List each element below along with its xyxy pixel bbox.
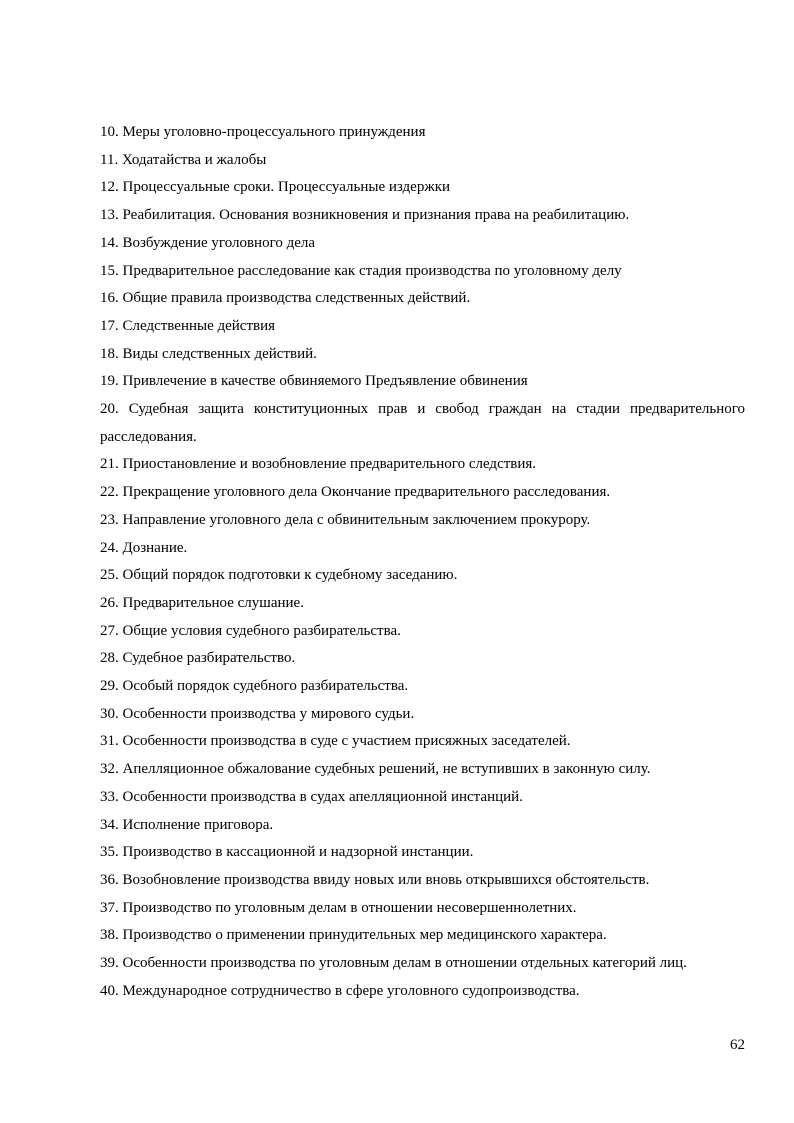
item-text: Судебное разбирательство.	[122, 650, 296, 667]
list-item	[100, 950, 745, 978]
item-number: 20.	[100, 401, 119, 418]
item-text: Меры уголовно-процессуального принуждения	[122, 124, 426, 140]
item-number: 38.	[100, 927, 119, 944]
item-text: Особый порядок судебного разбирательства.	[122, 678, 409, 695]
list-item	[100, 258, 745, 286]
page-number: 62	[730, 1037, 745, 1053]
item-number: 28.	[100, 650, 119, 667]
item-number: 13.	[100, 207, 119, 224]
item-text: Возобновление производства ввиду новых или вновь открывшихся обстоятельств.	[122, 871, 650, 888]
list-item	[100, 645, 745, 673]
list-item	[100, 313, 745, 341]
list-item	[100, 867, 745, 895]
item-text: Особенности производства по уголовным делам в отношении отдельных категорий лиц.	[122, 955, 687, 972]
list-item	[100, 701, 745, 729]
item-text: Ходатайства и жалобы	[121, 151, 267, 168]
list-item	[100, 812, 745, 840]
item-text: Виды следственных действий.	[122, 345, 317, 362]
item-text: Дознание.	[122, 539, 188, 556]
list-item	[100, 978, 745, 1006]
item-text: Судебная защита конституционных прав и свобод граждан на стадии предварительного расследования.	[100, 401, 745, 445]
item-number: 14.	[100, 234, 119, 251]
item-text: Реабилитация. Основания возникновения и признания права на реабилитацию.	[122, 207, 630, 224]
item-text: Особенности производства в судах апелляционной инстанций.	[122, 788, 523, 805]
list-item	[100, 119, 745, 147]
list-item	[100, 368, 745, 396]
item-text: Производство о применении принудительных мер медицинского характера.	[122, 927, 607, 944]
item-text: Производство в кассационной и надзорной инстанции.	[122, 844, 474, 861]
list-item	[100, 341, 745, 369]
list-item	[100, 507, 745, 535]
item-text: Предварительное слушание.	[122, 594, 304, 611]
item-number: 12.	[100, 179, 119, 196]
item-number: 35.	[100, 844, 119, 861]
topic-list	[100, 119, 745, 1006]
item-number: 27.	[100, 622, 119, 639]
list-item	[100, 756, 745, 784]
item-number: 30.	[100, 705, 119, 722]
list-item	[100, 479, 745, 507]
item-text: Возбуждение уголовного дела	[122, 234, 316, 251]
list-item	[100, 562, 745, 590]
item-number: 26.	[100, 594, 119, 611]
list-item	[100, 174, 745, 202]
item-text: Привлечение в качестве обвиняемого Предъявление обвинения	[122, 373, 528, 390]
item-text: Процессуальные сроки. Процессуальные издержки	[122, 179, 451, 196]
list-item	[100, 202, 745, 230]
item-number: 32.	[100, 761, 119, 778]
item-number: 19.	[100, 373, 119, 390]
item-text: Международное сотрудничество в сфере уголовного судопроизводства.	[122, 982, 580, 999]
item-number: 16.	[100, 290, 119, 307]
item-number: 36.	[100, 871, 119, 888]
item-number: 39.	[100, 955, 119, 972]
item-number: 25.	[100, 567, 119, 584]
item-text: Исполнение приговора.	[122, 816, 274, 833]
list-item	[100, 618, 745, 646]
item-text: Общий порядок подготовки к судебному заседанию.	[122, 567, 458, 584]
item-text: Производство по уголовным делам в отношении несовершеннолетних.	[122, 899, 577, 916]
item-number: 22.	[100, 484, 119, 501]
item-number: 34.	[100, 816, 119, 833]
list-item	[100, 147, 745, 175]
list-item	[100, 922, 745, 950]
list-item	[100, 895, 745, 923]
item-text: Особенности производства у мирового судьи.	[122, 705, 415, 722]
list-item	[100, 590, 745, 618]
item-number: 21.	[100, 456, 119, 473]
item-number: 23.	[100, 511, 119, 528]
item-number: 40.	[100, 982, 119, 999]
item-number: 29.	[100, 678, 119, 695]
item-text: Направление уголовного дела с обвинительным заключением прокурору.	[122, 511, 591, 528]
item-text: Прекращение уголовного дела Окончание предварительного расследования.	[122, 484, 611, 501]
list-item	[100, 784, 745, 812]
list-item	[100, 728, 745, 756]
item-number: 10.	[100, 124, 119, 140]
item-text: Предварительное расследование как стадия производства по уголовному делу	[122, 262, 622, 279]
item-number: 24.	[100, 539, 119, 556]
item-text: Общие условия судебного разбирательства.	[122, 622, 401, 639]
list-item	[100, 285, 745, 313]
item-text: Апелляционное обжалование судебных решений, не вступивших в законную силу.	[122, 761, 651, 778]
item-number: 37.	[100, 899, 119, 916]
item-text: Особенности производства в суде с участием присяжных заседателей.	[122, 733, 571, 750]
list-item	[100, 230, 745, 258]
item-number: 31.	[100, 733, 119, 750]
list-item	[100, 535, 745, 563]
item-text: Приостановление и возобновление предварительного следствия.	[122, 456, 537, 473]
item-number: 11.	[100, 151, 119, 168]
item-number: 18.	[100, 345, 119, 362]
list-item	[100, 451, 745, 479]
item-number: 15.	[100, 262, 119, 279]
item-text: Следственные действия	[122, 317, 276, 334]
list-item	[100, 839, 745, 867]
item-number: 33.	[100, 788, 119, 805]
item-text: Общие правила производства следственных действий.	[122, 290, 471, 307]
item-number: 17.	[100, 317, 119, 334]
list-item	[100, 673, 745, 701]
list-item	[100, 396, 745, 451]
